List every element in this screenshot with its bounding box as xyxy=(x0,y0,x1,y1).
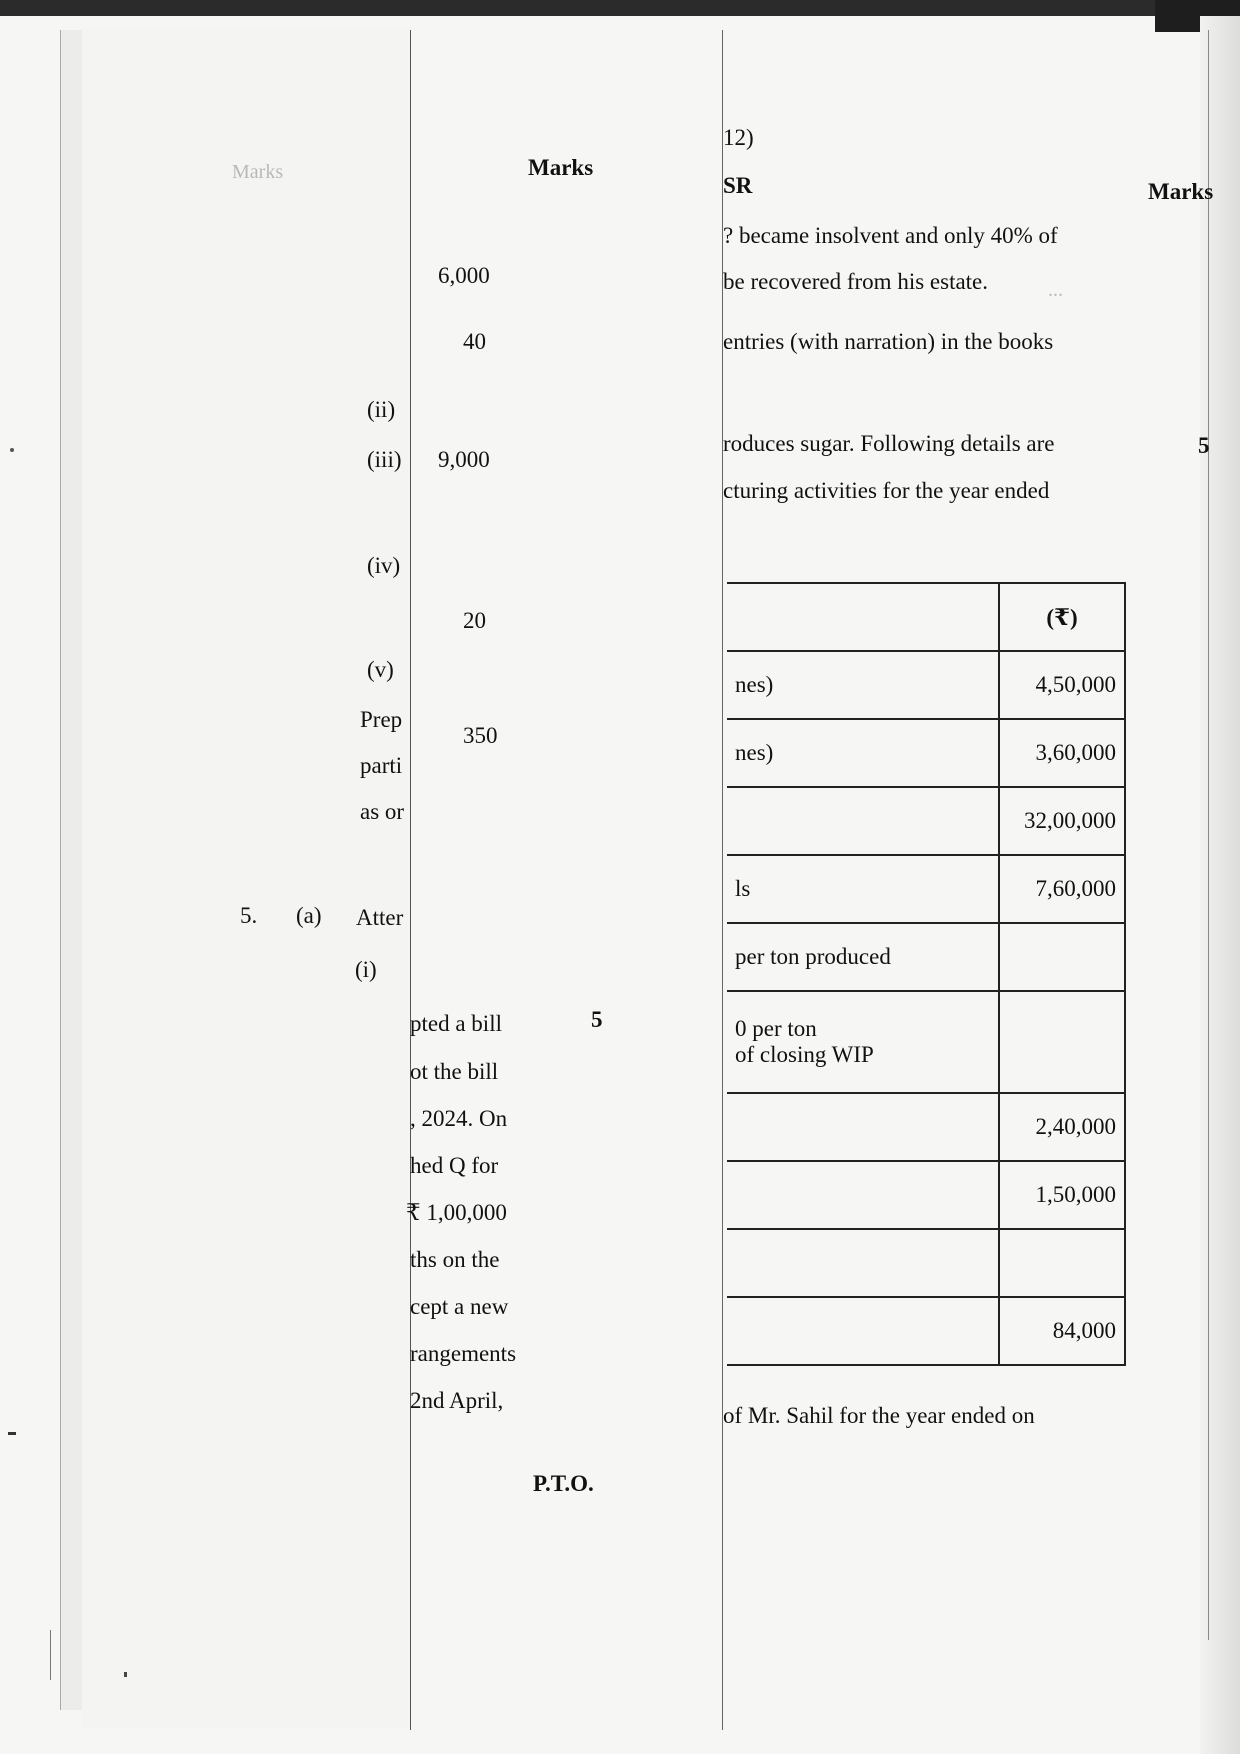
table-row xyxy=(727,1161,1125,1229)
scan-speck xyxy=(124,1672,127,1677)
table-cell xyxy=(999,991,1125,1093)
text-line: cturing activities for the year ended xyxy=(723,478,1050,503)
table-row xyxy=(727,719,1125,787)
table-row xyxy=(727,991,1125,1093)
table-cell: 0 per ton of closing WIP xyxy=(727,991,999,1093)
item-label: (iv) xyxy=(367,553,401,578)
left-page-overlay xyxy=(82,28,410,1728)
text-line: entries (with narration) in the books xyxy=(723,329,1054,354)
table-row xyxy=(727,1229,1125,1297)
text-line: , 2024. On xyxy=(410,1106,508,1131)
text-fragment: as or xyxy=(360,799,405,824)
table-row xyxy=(727,787,1125,855)
page-edge-shadow xyxy=(1200,16,1240,1754)
text-fragment: parti xyxy=(360,753,403,778)
amount-value: 6,000 xyxy=(438,263,490,288)
text-line: ₹ 1,00,000 xyxy=(406,1200,507,1225)
item-label: (v) xyxy=(367,657,394,682)
table-cell: nes) xyxy=(727,719,999,787)
table-row xyxy=(727,855,1125,923)
marks-value: 5 xyxy=(1198,433,1210,458)
sub-item-label: (i) xyxy=(355,957,377,982)
marks-header: Marks xyxy=(528,155,594,180)
table-row xyxy=(727,1297,1125,1365)
table-cell xyxy=(727,1297,999,1365)
text-fragment: Atter xyxy=(356,905,404,930)
amount-value: 350 xyxy=(463,723,498,748)
text-line: ot the bill xyxy=(410,1059,499,1084)
underlying-page-edge xyxy=(60,30,84,1710)
text-line: be recovered from his estate. xyxy=(723,269,989,294)
page-fold-line xyxy=(410,30,411,1730)
table-cell: 32,00,000 xyxy=(999,787,1125,855)
item-label: (iii) xyxy=(367,447,402,472)
table-header-amount: (₹) xyxy=(999,583,1125,651)
table-cell: 2,40,000 xyxy=(999,1093,1125,1161)
margin-mark xyxy=(50,1630,51,1680)
table-cell xyxy=(727,1093,999,1161)
table-cell: 4,50,000 xyxy=(999,651,1125,719)
table-cell: 84,000 xyxy=(999,1297,1125,1365)
scan-speck xyxy=(10,448,14,452)
bleed-through-text: ... xyxy=(1048,279,1063,301)
table-cell xyxy=(999,1229,1125,1297)
text-line: rangements xyxy=(410,1341,517,1366)
header-fragment: SR xyxy=(723,173,753,198)
page-edge-line xyxy=(1208,30,1209,1640)
marks-value: 5 xyxy=(591,1007,603,1032)
question-number: 5. xyxy=(240,903,258,928)
table-cell xyxy=(727,1161,999,1229)
table-cell xyxy=(727,1229,999,1297)
scanner-top-edge xyxy=(0,0,1240,16)
page-footer: P.T.O. xyxy=(533,1471,594,1496)
text-line: hed Q for xyxy=(410,1153,499,1178)
text-line: roduces sugar. Following details are xyxy=(723,431,1055,456)
amount-value: 20 xyxy=(463,608,486,633)
table-cell xyxy=(727,583,999,651)
table-cell: 3,60,000 xyxy=(999,719,1125,787)
text-line: ? became insolvent and only 40% of xyxy=(723,223,1058,248)
text-fragment: Prep xyxy=(360,707,403,732)
item-label: (ii) xyxy=(367,397,396,422)
text-line: pted a bill xyxy=(410,1011,502,1036)
table-cell xyxy=(727,787,999,855)
text-line: of Mr. Sahil for the year ended on xyxy=(723,1403,1035,1428)
table-row xyxy=(727,1093,1125,1161)
amount-value: 40 xyxy=(463,329,486,354)
bleed-through-text: Marks xyxy=(232,161,284,183)
table-cell: nes) xyxy=(727,651,999,719)
scan-speck xyxy=(8,1432,16,1435)
table-row xyxy=(727,923,1125,991)
text-line: ths on the xyxy=(410,1247,500,1272)
table-cell: 7,60,000 xyxy=(999,855,1125,923)
table-cell: per ton produced xyxy=(727,923,999,991)
table-row xyxy=(727,651,1125,719)
table-cell: ls xyxy=(727,855,999,923)
table-header-row xyxy=(727,583,1125,651)
table-cell: 1,50,000 xyxy=(999,1161,1125,1229)
table-cell xyxy=(999,923,1125,991)
amount-value: 9,000 xyxy=(438,447,490,472)
question-part: (a) xyxy=(296,903,322,928)
marks-header: Marks xyxy=(1148,179,1214,204)
text-fragment: 12) xyxy=(723,125,754,150)
text-line: cept a new xyxy=(410,1294,509,1319)
cost-table xyxy=(727,582,1126,1366)
text-line: 2nd April, xyxy=(410,1388,504,1413)
